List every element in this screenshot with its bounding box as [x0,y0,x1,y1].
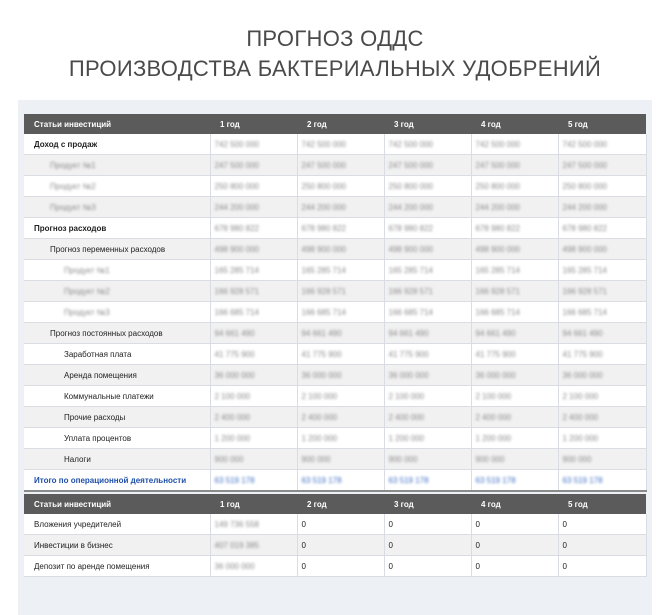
cell-year-4 [471,344,558,365]
cell-value: 244 200 000 [475,202,520,212]
cell-value: 0 [475,540,480,550]
cell-year-1 [210,514,297,535]
cell-value: 0 [388,561,393,571]
cell-year-1 [210,281,297,302]
row-label-text: Уплата процентов [64,433,132,443]
cell-year-4 [471,514,558,535]
row-label-text: Прогноз постоянных расходов [50,328,163,338]
cell-value: 0 [562,561,567,571]
cell-value: 41 775 900 [214,349,255,359]
cell-year-2 [297,218,384,239]
cell-year-2 [297,302,384,323]
cell-year-5 [558,428,646,449]
cell-value: 0 [475,561,480,571]
table-row [24,514,646,535]
table-row [24,407,646,428]
header-year-2: 2 год [297,494,384,514]
cell-year-4 [471,386,558,407]
cell-value: 742 500 000 [388,139,433,149]
cell-value: 149 736 558 [214,519,259,529]
cell-year-5 [558,365,646,386]
row-label [24,239,210,260]
cell-value: 498 900 000 [214,244,259,254]
table-row [24,470,646,492]
cell-year-1 [210,302,297,323]
cell-value: 0 [301,561,306,571]
table-row [24,134,646,155]
cell-year-2 [297,535,384,556]
cell-value: 247 500 000 [301,160,346,170]
cell-year-1 [210,197,297,218]
header-year-5: 5 год [558,114,646,134]
cell-value: 1 200 000 [475,433,512,443]
cell-value: 165 285 714 [475,265,520,275]
cell-value: 247 500 000 [214,160,259,170]
cell-value: 63 519 178 [475,475,516,485]
cell-value: 36 000 000 [214,561,255,571]
row-label [24,535,210,556]
cell-year-2 [297,556,384,577]
row-label-text: Продукт №1 [64,265,110,275]
cell-value: 247 500 000 [475,160,520,170]
cell-year-4 [471,239,558,260]
row-label-text: Итого по операционной деятельности [34,475,187,485]
cell-year-5 [558,556,646,577]
header-items: Статьи инвестиций [24,114,210,134]
cell-year-4 [471,323,558,344]
cell-value: 166 928 571 [388,286,433,296]
table-row [24,239,646,260]
row-label-text: Коммунальные платежи [64,391,154,401]
cell-year-4 [471,260,558,281]
row-label [24,449,210,470]
cell-year-5 [558,470,646,492]
cell-value: 36 000 000 [214,370,255,380]
cell-year-2 [297,197,384,218]
row-label-text: Продукт №3 [64,307,110,317]
cell-value: 900 000 [214,454,244,464]
cell-value: 63 519 178 [562,475,603,485]
cell-year-2 [297,344,384,365]
cell-value: 165 285 714 [562,265,607,275]
cell-value: 2 400 000 [562,412,599,422]
cell-value: 2 400 000 [301,412,338,422]
table-row [24,218,646,239]
cell-value: 0 [562,519,567,529]
cell-value: 165 285 714 [214,265,259,275]
cell-year-5 [558,239,646,260]
cell-value: 900 000 [475,454,505,464]
cell-year-3 [384,365,471,386]
cell-year-1 [210,323,297,344]
cell-year-4 [471,302,558,323]
cell-value: 0 [301,519,306,529]
cell-year-4 [471,197,558,218]
table-row [24,260,646,281]
header-year-2: 2 год [297,114,384,134]
investment-table [24,494,647,577]
cell-value: 2 100 000 [562,391,599,401]
row-label-text: Продукт №2 [50,181,96,191]
cell-value: 36 000 000 [475,370,516,380]
cell-year-5 [558,386,646,407]
cell-year-4 [471,176,558,197]
cell-value: 250 800 000 [301,181,346,191]
cell-value: 250 800 000 [214,181,259,191]
cell-value: 41 775 900 [475,349,516,359]
cell-year-2 [297,239,384,260]
cell-value: 166 685 714 [214,307,259,317]
cell-year-4 [471,407,558,428]
cell-value: 2 400 000 [388,412,425,422]
cell-value: 0 [475,519,480,529]
header-year-1: 1 год [210,114,297,134]
header-year-3: 3 год [384,494,471,514]
cell-year-2 [297,155,384,176]
cell-value: 94 661 490 [562,328,603,338]
cell-value: 900 000 [301,454,331,464]
cell-year-3 [384,535,471,556]
cell-value: 247 500 000 [388,160,433,170]
cell-value: 2 400 000 [214,412,251,422]
cell-value: 742 500 000 [214,139,259,149]
cell-year-3 [384,281,471,302]
table-row [24,323,646,344]
cell-value: 36 000 000 [562,370,603,380]
cell-value: 41 775 900 [301,349,342,359]
cell-year-5 [558,344,646,365]
cell-year-1 [210,239,297,260]
cell-value: 166 928 571 [301,286,346,296]
cell-year-4 [471,365,558,386]
row-label-text: Заработная плата [64,349,132,359]
cell-year-5 [558,302,646,323]
cell-value: 94 661 490 [388,328,429,338]
cell-year-3 [384,344,471,365]
row-label [24,197,210,218]
cell-value: 498 900 000 [562,244,607,254]
cell-year-2 [297,323,384,344]
cell-year-3 [384,197,471,218]
cell-value: 498 900 000 [388,244,433,254]
cell-value: 2 100 000 [388,391,425,401]
cell-value: 678 980 822 [475,223,520,233]
cell-year-4 [471,470,558,492]
cell-year-3 [384,323,471,344]
table-row [24,556,646,577]
cell-year-3 [384,514,471,535]
row-label-text: Продукт №3 [50,202,96,212]
cell-value: 2 100 000 [475,391,512,401]
table-row [24,197,646,218]
cell-year-2 [297,386,384,407]
cell-year-5 [558,407,646,428]
cell-year-5 [558,514,646,535]
cell-value: 166 928 571 [214,286,259,296]
cell-year-1 [210,218,297,239]
cell-value: 678 980 822 [301,223,346,233]
cell-value: 2 100 000 [301,391,338,401]
cell-value: 166 928 571 [562,286,607,296]
cell-year-5 [558,260,646,281]
cell-year-1 [210,449,297,470]
cell-value: 36 000 000 [301,370,342,380]
cell-year-3 [384,218,471,239]
cell-year-2 [297,134,384,155]
cell-value: 498 900 000 [301,244,346,254]
row-label-text: Налоги [64,454,91,464]
table-row [24,365,646,386]
cell-value: 0 [562,540,567,550]
cell-year-5 [558,281,646,302]
cell-year-2 [297,176,384,197]
cell-value: 678 980 822 [388,223,433,233]
cell-value: 2 100 000 [214,391,251,401]
header-year-5: 5 год [558,494,646,514]
cell-year-1 [210,407,297,428]
cell-value: 250 800 000 [475,181,520,191]
row-label-text: Продукт №1 [50,160,96,170]
cell-year-5 [558,155,646,176]
cell-value: 250 800 000 [388,181,433,191]
cell-value: 63 519 178 [388,475,429,485]
row-label [24,155,210,176]
cell-value: 36 000 000 [388,370,429,380]
row-label-text: Продукт №2 [64,286,110,296]
row-label [24,365,210,386]
cell-year-2 [297,281,384,302]
table-header-row [24,114,646,134]
cell-year-3 [384,302,471,323]
row-label-text: Прочие расходы [64,412,126,422]
cell-year-3 [384,428,471,449]
cell-year-1 [210,260,297,281]
cell-year-5 [558,176,646,197]
row-label [24,281,210,302]
cell-value: 166 685 714 [562,307,607,317]
header-items: Статьи инвестиций [24,494,210,514]
cell-year-5 [558,134,646,155]
cell-year-3 [384,155,471,176]
cell-year-4 [471,134,558,155]
row-label [24,556,210,577]
table-row [24,155,646,176]
cell-year-1 [210,470,297,492]
cell-year-1 [210,365,297,386]
cell-value: 678 980 822 [214,223,259,233]
tables-panel [18,100,652,615]
cell-value: 165 285 714 [388,265,433,275]
cell-year-2 [297,407,384,428]
title-line-2: ПРОИЗВОДСТВА БАКТЕРИАЛЬНЫХ УДОБРЕНИЙ [68,56,602,81]
header-year-4: 4 год [471,494,558,514]
table-header-row [24,494,646,514]
cell-year-3 [384,176,471,197]
row-label [24,407,210,428]
cell-value: 250 800 000 [562,181,607,191]
table-row [24,176,646,197]
cell-year-1 [210,386,297,407]
cell-year-5 [558,535,646,556]
cell-year-4 [471,535,558,556]
row-label [24,176,210,197]
row-label [24,260,210,281]
cell-year-3 [384,239,471,260]
row-label [24,344,210,365]
cell-value: 900 000 [388,454,418,464]
cell-year-3 [384,260,471,281]
cell-value: 1 200 000 [301,433,338,443]
cell-value: 94 661 490 [475,328,516,338]
cell-value: 1 200 000 [214,433,251,443]
cell-year-5 [558,197,646,218]
row-label-text: Вложения учредителей [34,519,122,529]
cell-year-4 [471,218,558,239]
cell-year-4 [471,155,558,176]
cell-year-1 [210,344,297,365]
table-row [24,302,646,323]
cell-value: 244 200 000 [214,202,259,212]
cell-year-2 [297,470,384,492]
table-row [24,535,646,556]
row-label [24,428,210,449]
cell-value: 94 661 490 [214,328,255,338]
table-row [24,281,646,302]
row-label-text: Аренда помещения [64,370,137,380]
cell-value: 1 200 000 [388,433,425,443]
header-year-1: 1 год [210,494,297,514]
cell-value: 166 685 714 [301,307,346,317]
title-line-1: ПРОГНОЗ ОДДС [246,26,424,51]
cell-value: 1 200 000 [562,433,599,443]
cell-year-2 [297,514,384,535]
row-label [24,323,210,344]
cell-year-1 [210,176,297,197]
cell-value: 0 [301,540,306,550]
cell-year-1 [210,134,297,155]
cell-value: 498 900 000 [475,244,520,254]
header-year-3: 3 год [384,114,471,134]
cell-year-1 [210,428,297,449]
cell-year-4 [471,449,558,470]
row-label [24,386,210,407]
cell-value: 900 000 [562,454,592,464]
cell-year-1 [210,556,297,577]
cell-year-3 [384,556,471,577]
cell-year-4 [471,556,558,577]
cell-value: 165 285 714 [301,265,346,275]
cell-year-2 [297,449,384,470]
cell-year-2 [297,428,384,449]
table-row [24,428,646,449]
cell-value: 742 500 000 [475,139,520,149]
cell-value: 244 200 000 [388,202,433,212]
title-block [0,0,670,100]
cell-year-5 [558,449,646,470]
cell-value: 2 400 000 [475,412,512,422]
cell-year-5 [558,323,646,344]
cell-value: 247 500 000 [562,160,607,170]
cell-year-3 [384,470,471,492]
row-label-text: Депозит по аренде помещения [34,561,150,571]
row-label-text: Доход с продаж [34,139,98,149]
table-row [24,344,646,365]
cell-value: 678 980 822 [562,223,607,233]
cell-value: 41 775 900 [388,349,429,359]
cell-year-3 [384,134,471,155]
cell-value: 166 685 714 [388,307,433,317]
cell-value: 742 500 000 [562,139,607,149]
cell-value: 41 775 900 [562,349,603,359]
operating-cashflow-table [24,114,647,492]
cell-value: 166 928 571 [475,286,520,296]
cell-year-5 [558,218,646,239]
table-row [24,386,646,407]
cell-year-2 [297,365,384,386]
cell-year-3 [384,407,471,428]
cell-value: 407 019 385 [214,540,259,550]
cell-year-1 [210,535,297,556]
cell-value: 94 661 490 [301,328,342,338]
row-label [24,470,210,492]
cell-value: 63 519 178 [301,475,342,485]
cell-value: 166 685 714 [475,307,520,317]
cell-year-4 [471,281,558,302]
cell-value: 0 [388,519,393,529]
cell-value: 63 519 178 [214,475,255,485]
cell-value: 742 500 000 [301,139,346,149]
cell-value: 244 200 000 [301,202,346,212]
cell-year-2 [297,260,384,281]
header-year-4: 4 год [471,114,558,134]
row-label-text: Прогноз расходов [34,223,107,233]
row-label [24,302,210,323]
row-label-text: Инвестиции в бизнес [34,540,113,550]
table-row [24,449,646,470]
cell-year-1 [210,155,297,176]
cell-year-3 [384,386,471,407]
cell-value: 0 [388,540,393,550]
cell-value: 244 200 000 [562,202,607,212]
row-label [24,218,210,239]
row-label-text: Прогноз переменных расходов [50,244,166,254]
cell-year-3 [384,449,471,470]
row-label [24,134,210,155]
row-label [24,514,210,535]
cell-year-4 [471,428,558,449]
